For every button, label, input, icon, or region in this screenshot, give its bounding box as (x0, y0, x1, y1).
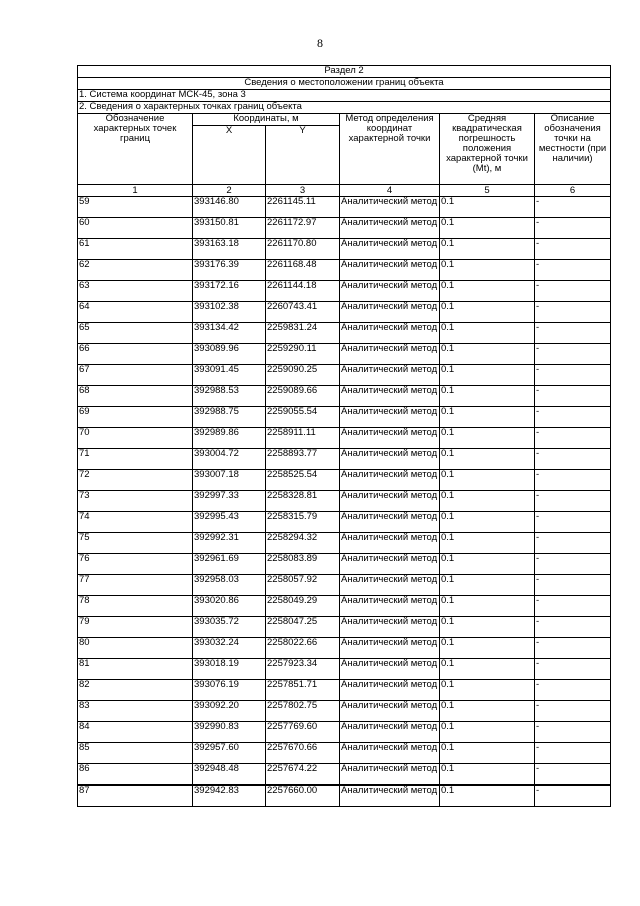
description-cell: - (535, 260, 611, 281)
point-id-cell: 83 (78, 701, 193, 722)
column-number: 2 (193, 185, 266, 197)
point-id-cell: 66 (78, 344, 193, 365)
point-id-cell: 63 (78, 281, 193, 302)
table-row (78, 428, 611, 449)
point-id-cell: 75 (78, 533, 193, 554)
y-coordinate-cell: 2258294.32 (266, 533, 340, 554)
method-cell: Аналитический метод (340, 407, 440, 428)
table-row (78, 638, 611, 659)
table-row (78, 554, 611, 575)
description-cell: - (535, 449, 611, 470)
point-id-cell: 81 (78, 659, 193, 680)
description-cell: - (535, 680, 611, 701)
method-cell: Аналитический метод (340, 365, 440, 386)
x-coordinate-cell: 392988.53 (193, 386, 266, 407)
error-cell: 0.1 (440, 533, 535, 554)
table-row (78, 302, 611, 323)
section-subtitle-row (78, 78, 611, 90)
table-row (78, 491, 611, 512)
table-body (78, 66, 611, 807)
table-row (78, 785, 611, 807)
table-row (78, 197, 611, 218)
method-cell: Аналитический метод (340, 575, 440, 596)
error-cell: 0.1 (440, 638, 535, 659)
method-cell: Аналитический метод (340, 260, 440, 281)
table-row (78, 764, 611, 786)
method-cell: Аналитический метод (340, 638, 440, 659)
header-description: Описание обозначения точки на местности (при наличии) (535, 114, 611, 185)
table-row (78, 407, 611, 428)
method-cell: Аналитический метод (340, 323, 440, 344)
method-cell: Аналитический метод (340, 617, 440, 638)
error-cell: 0.1 (440, 659, 535, 680)
method-cell: Аналитический метод (340, 470, 440, 491)
point-id-cell: 69 (78, 407, 193, 428)
error-cell: 0.1 (440, 365, 535, 386)
error-cell: 0.1 (440, 596, 535, 617)
y-coordinate-cell: 2261144.18 (266, 281, 340, 302)
table-row (78, 722, 611, 743)
point-id-cell: 79 (78, 617, 193, 638)
error-cell: 0.1 (440, 764, 535, 786)
y-coordinate-cell: 2259831.24 (266, 323, 340, 344)
point-id-cell: 71 (78, 449, 193, 470)
description-cell: - (535, 617, 611, 638)
error-cell: 0.1 (440, 680, 535, 701)
table-row (78, 659, 611, 680)
error-cell: 0.1 (440, 449, 535, 470)
header-y: Y (266, 126, 340, 185)
description-cell: - (535, 365, 611, 386)
x-coordinate-cell: 393091.45 (193, 365, 266, 386)
description-cell: - (535, 596, 611, 617)
x-coordinate-cell: 393089.96 (193, 344, 266, 365)
point-id-cell: 70 (78, 428, 193, 449)
x-coordinate-cell: 393134.42 (193, 323, 266, 344)
header-coordinates: Координаты, м (193, 114, 340, 126)
description-cell: - (535, 554, 611, 575)
x-coordinate-cell: 393092.20 (193, 701, 266, 722)
error-cell: 0.1 (440, 302, 535, 323)
point-id-cell: 72 (78, 470, 193, 491)
x-coordinate-cell: 392995.43 (193, 512, 266, 533)
x-coordinate-cell: 392958.03 (193, 575, 266, 596)
method-cell: Аналитический метод (340, 680, 440, 701)
description-cell: - (535, 533, 611, 554)
table-row (78, 533, 611, 554)
point-id-cell: 77 (78, 575, 193, 596)
x-coordinate-cell: 393163.18 (193, 239, 266, 260)
column-number: 5 (440, 185, 535, 197)
error-cell: 0.1 (440, 512, 535, 533)
point-id-cell: 60 (78, 218, 193, 239)
x-coordinate-cell: 393146.80 (193, 197, 266, 218)
method-cell: Аналитический метод (340, 533, 440, 554)
y-coordinate-cell: 2259290.11 (266, 344, 340, 365)
point-id-cell: 59 (78, 197, 193, 218)
error-cell: 0.1 (440, 197, 535, 218)
header-method: Метод определения координат характерной точки (340, 114, 440, 185)
x-coordinate-cell: 393004.72 (193, 449, 266, 470)
error-cell: 0.1 (440, 218, 535, 239)
point-id-cell: 74 (78, 512, 193, 533)
description-cell: - (535, 575, 611, 596)
method-cell: Аналитический метод (340, 281, 440, 302)
point-id-cell: 67 (78, 365, 193, 386)
page-number: 8 (317, 36, 323, 50)
error-cell: 0.1 (440, 722, 535, 743)
point-id-cell: 68 (78, 386, 193, 407)
section-title-row (78, 66, 611, 78)
point-id-cell: 86 (78, 764, 193, 786)
y-coordinate-cell: 2259055.54 (266, 407, 340, 428)
x-coordinate-cell: 392990.83 (193, 722, 266, 743)
point-id-cell: 85 (78, 743, 193, 764)
method-cell: Аналитический метод (340, 722, 440, 743)
point-id-cell: 84 (78, 722, 193, 743)
point-id-cell: 87 (78, 785, 193, 807)
description-cell: - (535, 428, 611, 449)
y-coordinate-cell: 2257670.66 (266, 743, 340, 764)
error-cell: 0.1 (440, 344, 535, 365)
column-number-row (78, 185, 611, 197)
method-cell: Аналитический метод (340, 386, 440, 407)
description-cell: - (535, 218, 611, 239)
x-coordinate-cell: 392989.86 (193, 428, 266, 449)
method-cell: Аналитический метод (340, 596, 440, 617)
table-row (78, 386, 611, 407)
y-coordinate-cell: 2260743.41 (266, 302, 340, 323)
error-cell: 0.1 (440, 617, 535, 638)
table-row (78, 680, 611, 701)
method-cell: Аналитический метод (340, 512, 440, 533)
x-coordinate-cell: 393102.38 (193, 302, 266, 323)
y-coordinate-cell: 2258083.89 (266, 554, 340, 575)
y-coordinate-cell: 2257769.60 (266, 722, 340, 743)
table-row (78, 449, 611, 470)
description-cell: - (535, 281, 611, 302)
x-coordinate-cell: 393172.16 (193, 281, 266, 302)
description-cell: - (535, 386, 611, 407)
description-cell: - (535, 764, 611, 786)
description-cell: - (535, 722, 611, 743)
error-cell: 0.1 (440, 491, 535, 512)
table-row (78, 596, 611, 617)
method-cell: Аналитический метод (340, 491, 440, 512)
point-id-cell: 78 (78, 596, 193, 617)
y-coordinate-cell: 2261145.11 (266, 197, 340, 218)
description-cell: - (535, 701, 611, 722)
header-x: X (193, 126, 266, 185)
x-coordinate-cell: 393150.81 (193, 218, 266, 239)
table-row (78, 323, 611, 344)
header-designation: Обозначение характерных точек границ (78, 114, 193, 185)
description-cell: - (535, 743, 611, 764)
point-id-cell: 61 (78, 239, 193, 260)
column-number: 1 (78, 185, 193, 197)
point-id-cell: 65 (78, 323, 193, 344)
point-id-cell: 82 (78, 680, 193, 701)
y-coordinate-cell: 2257660.00 (266, 785, 340, 807)
method-cell: Аналитический метод (340, 764, 440, 786)
x-coordinate-cell: 393076.19 (193, 680, 266, 701)
description-cell: - (535, 659, 611, 680)
error-cell: 0.1 (440, 260, 535, 281)
point-id-cell: 62 (78, 260, 193, 281)
description-cell: - (535, 302, 611, 323)
x-coordinate-cell: 392961.69 (193, 554, 266, 575)
method-cell: Аналитический метод (340, 239, 440, 260)
x-coordinate-cell: 393018.19 (193, 659, 266, 680)
table-row (78, 470, 611, 491)
method-cell: Аналитический метод (340, 554, 440, 575)
point-id-cell: 80 (78, 638, 193, 659)
table-row (78, 365, 611, 386)
error-cell: 0.1 (440, 428, 535, 449)
method-cell: Аналитический метод (340, 344, 440, 365)
x-coordinate-cell: 393176.39 (193, 260, 266, 281)
error-cell: 0.1 (440, 743, 535, 764)
y-coordinate-cell: 2258315.79 (266, 512, 340, 533)
coordinates-table (77, 65, 611, 807)
y-coordinate-cell: 2258893.77 (266, 449, 340, 470)
error-cell: 0.1 (440, 239, 535, 260)
table-row (78, 281, 611, 302)
y-coordinate-cell: 2257674.22 (266, 764, 340, 786)
y-coordinate-cell: 2258911.11 (266, 428, 340, 449)
section-subtitle: Сведения о местоположении границ объекта (78, 78, 611, 90)
section-title: Раздел 2 (78, 66, 611, 78)
y-coordinate-cell: 2258525.54 (266, 470, 340, 491)
y-coordinate-cell: 2258049.29 (266, 596, 340, 617)
method-cell: Аналитический метод (340, 302, 440, 323)
method-cell: Аналитический метод (340, 743, 440, 764)
y-coordinate-cell: 2259089.66 (266, 386, 340, 407)
header-row (78, 114, 611, 126)
x-coordinate-cell: 392948.48 (193, 764, 266, 786)
x-coordinate-cell: 392988.75 (193, 407, 266, 428)
points-title-row (78, 102, 611, 114)
error-cell: 0.1 (440, 323, 535, 344)
y-coordinate-cell: 2257802.75 (266, 701, 340, 722)
table-row (78, 512, 611, 533)
description-cell: - (535, 491, 611, 512)
x-coordinate-cell: 392997.33 (193, 491, 266, 512)
error-cell: 0.1 (440, 575, 535, 596)
table-row (78, 743, 611, 764)
y-coordinate-cell: 2258022.66 (266, 638, 340, 659)
y-coordinate-cell: 2258057.92 (266, 575, 340, 596)
description-cell: - (535, 470, 611, 491)
method-cell: Аналитический метод (340, 428, 440, 449)
method-cell: Аналитический метод (340, 197, 440, 218)
y-coordinate-cell: 2257923.34 (266, 659, 340, 680)
description-cell: - (535, 407, 611, 428)
y-coordinate-cell: 2261172.97 (266, 218, 340, 239)
point-id-cell: 73 (78, 491, 193, 512)
method-cell: Аналитический метод (340, 659, 440, 680)
error-cell: 0.1 (440, 386, 535, 407)
table-row (78, 218, 611, 239)
description-cell: - (535, 638, 611, 659)
x-coordinate-cell: 392957.60 (193, 743, 266, 764)
x-coordinate-cell: 392942.83 (193, 785, 266, 807)
error-cell: 0.1 (440, 701, 535, 722)
table-row (78, 260, 611, 281)
method-cell: Аналитический метод (340, 785, 440, 807)
table-row (78, 701, 611, 722)
point-id-cell: 76 (78, 554, 193, 575)
point-id-cell: 64 (78, 302, 193, 323)
method-cell: Аналитический метод (340, 449, 440, 470)
x-coordinate-cell: 393007.18 (193, 470, 266, 491)
description-cell: - (535, 197, 611, 218)
y-coordinate-cell: 2259090.25 (266, 365, 340, 386)
description-cell: - (535, 785, 611, 807)
x-coordinate-cell: 392992.31 (193, 533, 266, 554)
y-coordinate-cell: 2261168.48 (266, 260, 340, 281)
y-coordinate-cell: 2258328.81 (266, 491, 340, 512)
points-title: 2. Сведения о характерных точках границ объекта (78, 102, 611, 114)
y-coordinate-cell: 2257851.71 (266, 680, 340, 701)
error-cell: 0.1 (440, 785, 535, 807)
table-row (78, 617, 611, 638)
description-cell: - (535, 512, 611, 533)
x-coordinate-cell: 393032.24 (193, 638, 266, 659)
header-error: Средняя квадратическая погрешность положения характерной точки (Mt), м (440, 114, 535, 185)
y-coordinate-cell: 2261170.80 (266, 239, 340, 260)
description-cell: - (535, 344, 611, 365)
column-number: 6 (535, 185, 611, 197)
table-row (78, 239, 611, 260)
column-number: 4 (340, 185, 440, 197)
description-cell: - (535, 323, 611, 344)
x-coordinate-cell: 393035.72 (193, 617, 266, 638)
coord-system: 1. Система координат МСК-45, зона 3 (78, 90, 611, 102)
y-coordinate-cell: 2258047.25 (266, 617, 340, 638)
method-cell: Аналитический метод (340, 218, 440, 239)
error-cell: 0.1 (440, 554, 535, 575)
coord-system-row (78, 90, 611, 102)
table-row (78, 575, 611, 596)
error-cell: 0.1 (440, 281, 535, 302)
table-row (78, 344, 611, 365)
method-cell: Аналитический метод (340, 701, 440, 722)
x-coordinate-cell: 393020.86 (193, 596, 266, 617)
error-cell: 0.1 (440, 470, 535, 491)
description-cell: - (535, 239, 611, 260)
error-cell: 0.1 (440, 407, 535, 428)
column-number: 3 (266, 185, 340, 197)
